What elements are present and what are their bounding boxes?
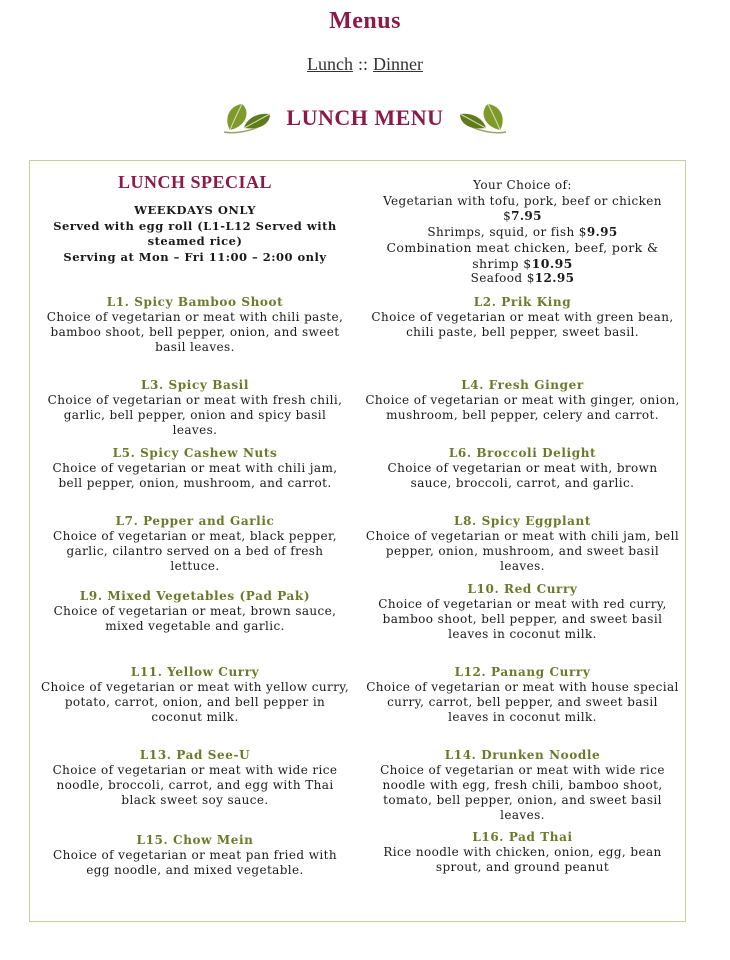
leaf-right-icon — [448, 98, 510, 138]
menu-item-name: L4. Fresh Ginger — [461, 378, 584, 392]
menu-item-name: L9. Mixed Vegetables (Pad Pak) — [79, 589, 311, 603]
menu-item-desc: Choice of vegetarian or meat with fresh chili, garlic, bell pepper, onion and spicy basil leaves. — [47, 393, 343, 437]
menu-item-name: L1. Spicy Bamboo Shoot — [106, 295, 284, 309]
menu-item-name: L7. Pepper and Garlic — [115, 514, 275, 528]
menu-item — [365, 514, 680, 574]
price-seafood: Seafood $12.95 — [470, 271, 575, 285]
menu-item-name: L11. Yellow Curry — [130, 665, 260, 679]
menu-box — [29, 160, 686, 922]
menu-item-name: L6. Broccoli Delight — [448, 446, 597, 460]
price-vegetarian: Vegetarian with tofu, pork, beef or chicken $7.95 — [383, 193, 662, 223]
menu-item-name: L5. Spicy Cashew Nuts — [112, 446, 278, 460]
choice-heading: Your Choice of: — [473, 178, 572, 192]
menu-item — [365, 378, 680, 423]
menu-item-name: L15. Chow Mein — [136, 833, 254, 847]
menu-item-desc: Choice of vegetarian or meat, brown sauce, mixed vegetable and garlic. — [53, 604, 337, 633]
menu-item-desc: Choice of vegetarian or meat with green bean, chili paste, bell pepper, sweet basil. — [371, 310, 674, 339]
special-weekdays: WEEKDAYS ONLY — [134, 203, 256, 217]
menu-item — [365, 446, 680, 491]
menu-item-desc: Rice noodle with chicken, onion, egg, bean sprout, and ground peanut — [383, 845, 662, 874]
menu-item-name: L8. Spicy Eggplant — [454, 514, 591, 528]
choice-block — [365, 178, 680, 287]
menu-item — [365, 295, 680, 340]
menu-item-desc: Choice of vegetarian or meat with chili jam, bell pepper, onion, mushroom, and sweet basil leaves. — [365, 529, 680, 573]
special-served-with: Served with egg roll (L1-L12 Served with steamed rice) — [53, 218, 337, 248]
dinner-link[interactable]: Dinner — [373, 54, 423, 74]
menu-item-desc: Choice of vegetarian or meat with yellow curry, potato, carrot, onion, and bell pepper in coconut milk. — [40, 680, 350, 724]
menu-item-name: L3. Spicy Basil — [140, 378, 249, 392]
price-shrimps: Shrimps, squid, or fish $9.95 — [427, 224, 618, 239]
menu-item-desc: Choice of vegetarian or meat with red curry, bamboo shoot, bell pepper, and sweet basil leaves in coconut milk. — [378, 597, 667, 641]
menu-item — [365, 582, 680, 642]
menu-item-desc: Choice of vegetarian or meat with chili jam, bell pepper, onion, mushroom, and carrot. — [52, 461, 338, 490]
nav-separator: :: — [357, 54, 368, 74]
menu-item-desc: Choice of vegetarian or meat, black pepper, garlic, cilantro served on a bed of fresh lettuce. — [52, 529, 338, 573]
page-title: Menus — [329, 8, 401, 34]
menu-item-desc: Choice of vegetarian or meat with wide rice noodle with egg, fresh chili, bamboo shoot, tomato, bell pepper, onion, and sweet basil leaves. — [380, 763, 665, 822]
menu-item — [40, 514, 350, 574]
banner-title: LUNCH MENU — [286, 105, 444, 130]
special-heading: LUNCH SPECIAL — [117, 172, 273, 192]
special-hours: Serving at Mon – Fri 11:00 – 2:00 only — [63, 249, 327, 264]
menu-item — [40, 748, 350, 808]
menu-item — [40, 446, 350, 491]
menu-item — [40, 665, 350, 725]
menu-item — [365, 748, 680, 823]
menu-item — [365, 665, 680, 725]
menu-item — [40, 378, 350, 438]
menu-item-name: L12. Panang Curry — [454, 665, 591, 679]
menu-item-desc: Choice of vegetarian or meat with chili paste, bamboo shoot, bell pepper, onion, and sweet basil leaves. — [46, 310, 344, 354]
lunch-link[interactable]: Lunch — [307, 54, 353, 74]
menu-item-desc: Choice of vegetarian or meat with, brown sauce, broccoli, carrot, and garlic. — [387, 461, 658, 490]
menu-item-name: L13. Pad See-U — [139, 748, 251, 762]
menu-item-name: L16. Pad Thai — [472, 830, 573, 844]
menu-nav — [0, 54, 730, 75]
menu-item-desc: Choice of vegetarian or meat with house special curry, carrot, bell pepper, and sweet basil leaves in coconut milk. — [366, 680, 679, 724]
menu-item — [40, 833, 350, 878]
menu-item-desc: Choice of vegetarian or meat pan fried with egg noodle, and mixed vegetable. — [53, 848, 337, 877]
menu-item — [365, 830, 680, 875]
price-combination: Combination meat chicken, beef, pork & shrimp $10.95 — [386, 240, 659, 271]
menu-item-name: L10. Red Curry — [467, 582, 578, 596]
menu-item-name: L14. Drunken Noodle — [444, 748, 601, 762]
menu-item — [40, 295, 350, 355]
menu-item — [40, 589, 350, 634]
menu-item-desc: Choice of vegetarian or meat with ginger, onion, mushroom, bell pepper, celery and carrot. — [365, 393, 680, 422]
menu-item-desc: Choice of vegetarian or meat with wide rice noodle, broccoli, carrot, and egg with Thai black sweet soy sauce. — [52, 763, 338, 807]
menu-item-name: L2. Prik King — [473, 295, 572, 309]
leaf-left-icon — [220, 98, 282, 138]
lunch-special-block — [40, 172, 350, 265]
lunch-menu-banner — [0, 96, 730, 140]
